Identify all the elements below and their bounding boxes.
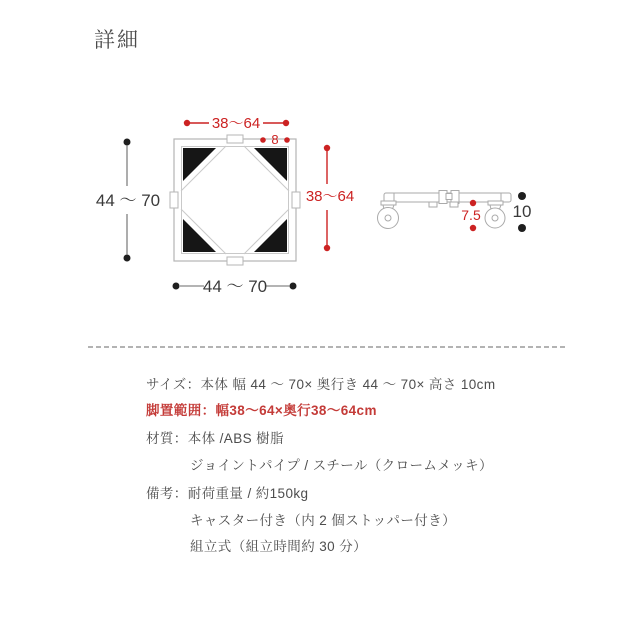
spec-line-leg-range: 脚置範囲：幅38～64×奥行38～64cm	[146, 403, 377, 418]
caster-wheel	[485, 208, 505, 228]
dim-bottom-width-label: 44 ～ 70	[202, 277, 268, 296]
dim-dot	[290, 283, 297, 290]
spec-line-notes-caster: キャスター付き（内 2 個ストッパー付き）	[190, 513, 457, 528]
dim-clearance-label: 7.5	[461, 207, 481, 223]
spec-line-notes-load: 備考：耐荷重量 / 約150kg	[146, 486, 309, 501]
dim-dot	[324, 145, 330, 151]
dim-dot	[124, 139, 131, 146]
dim-dot	[124, 255, 131, 262]
dim-total-height-label: 10	[512, 202, 532, 221]
spec-line-material-pipe: ジョイントパイプ / スチール（クロームメッキ）	[190, 458, 493, 473]
dim-dot	[518, 192, 526, 200]
rail-tab	[450, 202, 458, 207]
dim-left-depth	[96, 139, 160, 262]
dim-dot	[283, 120, 289, 126]
dim-total-height	[513, 192, 532, 232]
spec-line-notes-assembly: 組立式（組立時間約 30 分）	[190, 539, 368, 554]
side-view-diagram	[378, 191, 512, 229]
page-title: 詳細	[94, 29, 140, 52]
dim-right-depth-label: 38～64	[305, 188, 355, 205]
top-view-diagram	[170, 135, 300, 265]
dim-corner-width-label: 8	[271, 132, 279, 147]
caster-mount	[488, 201, 503, 205]
spec-line-size: サイズ：本体 幅 44 ～ 70× 奥行き 44 ～ 70× 高さ 10cm	[146, 377, 496, 392]
pipe-joint	[227, 135, 243, 143]
dim-dot	[173, 283, 180, 290]
dim-dot	[470, 200, 476, 206]
dim-dot	[518, 224, 526, 232]
pipe-joint	[170, 192, 178, 208]
dim-top-width	[184, 115, 289, 132]
dim-dot	[284, 137, 290, 143]
caster-wheel	[378, 208, 399, 229]
dim-dot	[184, 120, 190, 126]
dim-dot	[324, 245, 330, 251]
rail-tab	[429, 202, 437, 207]
spec-line-material: 材質：本体 /ABS 樹脂	[146, 431, 284, 446]
dim-clearance	[461, 200, 481, 231]
pipe-joint	[292, 192, 300, 208]
dim-dot	[260, 137, 266, 143]
pipe-joint	[227, 257, 243, 265]
dim-dot	[470, 225, 476, 231]
caster-mount	[381, 201, 396, 205]
rail-joint-bridge	[446, 194, 452, 200]
dim-top-width-label: 38～64	[211, 115, 261, 132]
dim-left-depth-label: 44 ～ 70	[95, 191, 161, 210]
caster-icon	[485, 201, 505, 228]
dim-right-depth	[306, 145, 354, 251]
caster-icon	[378, 201, 399, 229]
dim-bottom-width	[173, 277, 297, 296]
